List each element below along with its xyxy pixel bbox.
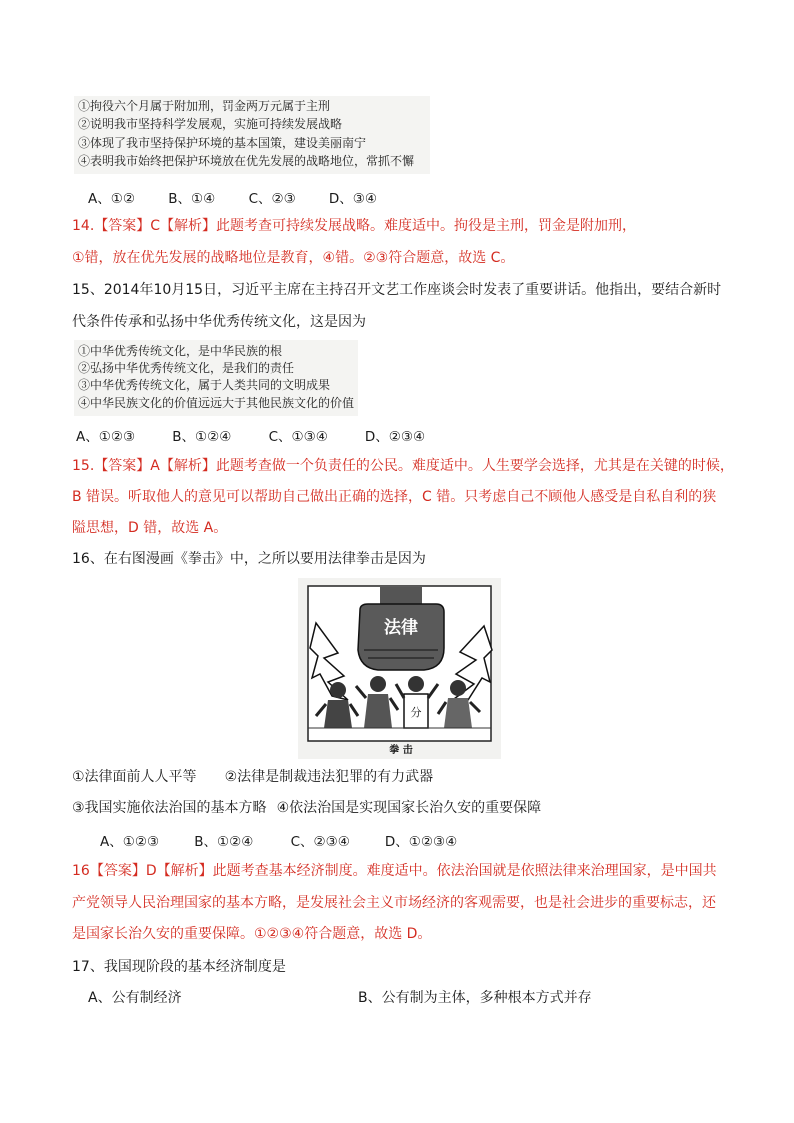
q15-option-d: D、②③④ [364, 429, 426, 445]
boxing-cartoon [298, 578, 501, 759]
cartoon-badge-label: 分 [410, 706, 422, 719]
q13-option-b: B、①④ [168, 191, 216, 207]
q15-item-1: ①中华优秀传统文化，是中华民族的根 [78, 344, 283, 358]
q16-item-2: ②法律是制裁违法犯罪的有力武器 [224, 769, 434, 785]
q15-stem-line-2: 代条件传承和弘扬中华优秀传统文化，这是因为 [72, 314, 366, 330]
q15-answer-line-2: B 错误。听取他人的意见可以帮助自己做出正确的选择，C 错。只考虑自己不顾他人感受是自私自利的狭 [72, 489, 717, 505]
cartoon-fist-label: 法律 [384, 618, 418, 638]
q15-item-2: ②弘扬中华优秀传统文化，是我们的责任 [78, 361, 295, 375]
q15-option-c: C、①③④ [268, 429, 328, 445]
q15-answer-line-1: 15.【答案】A【解析】此题考查做一个负责任的公民。难度适中。人生要学会选择，尤其是在关键的时候， [72, 458, 734, 474]
q17-option-a: A、公有制经济 [88, 990, 182, 1006]
q14-answer-line-2: ①错，放在优先发展的战略地位是教育，④错。②③符合题意，故选 C。 [72, 250, 515, 266]
q13-item-3: ③体现了我市坚持保护环境的基本国策，建设美丽南宁 [78, 136, 367, 150]
q15-option-a: A、①②③ [76, 429, 136, 445]
q14-answer-line-1: 14.【答案】C【解析】此题考查可持续发展战略。难度适中。拘役是主刑，罚金是附加刑， [72, 218, 637, 234]
q15-option-b: B、①②④ [172, 429, 232, 445]
q17-option-b: B、公有制为主体，多种根本方式并存 [358, 990, 592, 1006]
q15-stem-line-1: 15、2014年10月15日，习近平主席在主持召开文艺工作座谈会时发表了重要讲话。他指出，要结合新时 [72, 282, 722, 298]
q13-item-1: ①拘役六个月属于附加刑，罚金两万元属于主刑 [78, 99, 331, 113]
q16-item-1: ①法律面前人人平等 [72, 769, 197, 785]
q17-stem: 17、我国现阶段的基本经济制度是 [72, 959, 286, 975]
q16-stem: 16、在右图漫画《拳击》中，之所以要用法律拳击是因为 [72, 551, 426, 567]
q16-items-line-1 [72, 767, 433, 787]
q13-option-d: D、③④ [328, 191, 377, 207]
q16-items-line-2 [72, 798, 541, 818]
q13-scanned-items [74, 96, 430, 174]
q13-option-a: A、①② [88, 191, 135, 207]
boxing-cartoon-drawing [298, 578, 501, 759]
q16-answer-line-3: 是国家长治久安的重要保障。①②③④符合题意，故选 D。 [72, 926, 432, 942]
q15-item-4: ④中华民族文化的价值远远大于其他民族文化的价值 [78, 396, 355, 410]
q13-option-c: C、②③ [248, 191, 296, 207]
q16-option-b: B、①②④ [194, 834, 254, 850]
cartoon-caption: 拳 击 [389, 745, 413, 756]
q16-options [100, 830, 457, 850]
q15-options [76, 425, 425, 445]
q15-scanned-items [74, 340, 358, 416]
q13-item-4: ④表明我市始终把保护环境放在优先发展的战略地位，常抓不懈 [78, 154, 415, 168]
q13-item-2: ②说明我市坚持科学发展观，实施可持续发展战略 [78, 117, 343, 131]
q13-options [88, 187, 377, 207]
q16-option-a: A、①②③ [100, 834, 160, 850]
q16-option-d: D、①②③④ [384, 834, 458, 850]
q15-answer-line-3: 隘思想，D 错，故选 A。 [72, 520, 228, 536]
q16-answer-line-1: 16【答案】D【解析】此题考查基本经济制度。难度适中。依法治国就是依照法律来治理国家，是中国共 [72, 863, 717, 879]
q16-option-c: C、②③④ [290, 834, 350, 850]
q16-item-4: ④依法治国是实现国家长治久安的重要保障 [276, 800, 542, 816]
q15-item-3: ③中华优秀传统文化，属于人类共同的文明成果 [78, 378, 331, 392]
q16-item-3: ③我国实施依法治国的基本方略 [72, 800, 267, 816]
q16-answer-line-2: 产党领导人民治理国家的基本方略，是发展社会主义市场经济的客观需要，也是社会进步的重要标志，还 [72, 895, 716, 911]
